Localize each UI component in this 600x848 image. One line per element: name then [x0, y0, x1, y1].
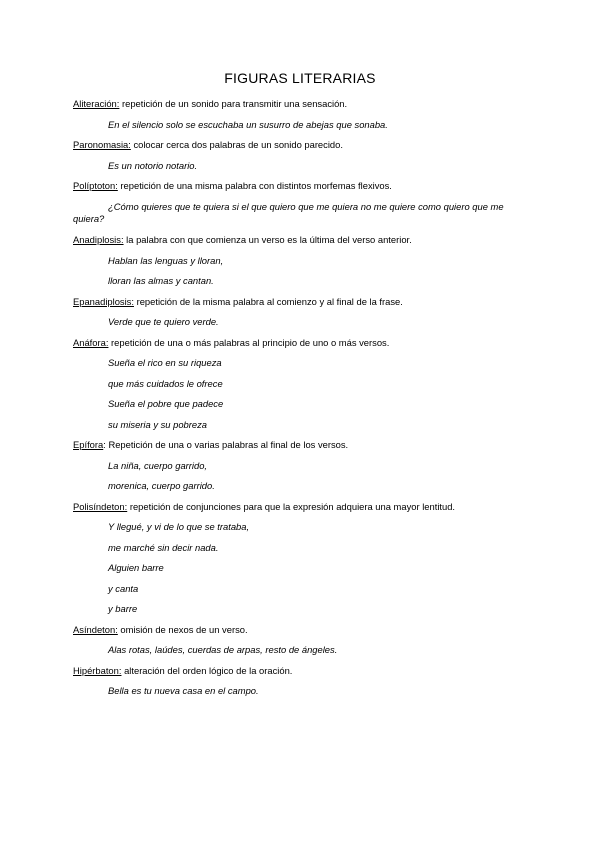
example-line: Alguien barre — [108, 562, 164, 573]
example-line: Bella es tu nueva casa en el campo. — [108, 685, 259, 696]
example-line: Sueña el pobre que padece — [108, 398, 224, 409]
definition-asindeton — [73, 624, 533, 636]
example-line: Sueña el rico en su riqueza — [108, 357, 222, 368]
term-label: Anáfora: — [73, 337, 109, 348]
example-line: y barre — [108, 603, 138, 614]
term-definition: repetición de un sonido para transmitir una sensación. — [119, 98, 348, 109]
term-definition: repetición de una misma palabra con distintos morfemas flexivos. — [117, 180, 392, 191]
definition-anadiplosis — [73, 234, 533, 246]
example-line: La niña, cuerpo garrido, — [108, 460, 208, 471]
term-definition: colocar cerca dos palabras de un sonido parecido. — [130, 139, 343, 150]
term-definition: alteración del orden lógico de la oración. — [121, 665, 293, 676]
definition-aliteracion — [73, 98, 533, 110]
example-line: Verde que te quiero verde. — [108, 316, 219, 327]
definition-anafora — [73, 337, 533, 349]
example-line: me marché sin decir nada. — [108, 542, 219, 553]
term-label: Hipérbaton: — [73, 665, 122, 676]
definition-hiperbaton — [73, 665, 533, 677]
term-definition: repetición de conjunciones para que la expresión adquiera una mayor lentitud. — [127, 501, 456, 512]
term-definition: la palabra con que comienza un verso es la última del verso anterior. — [123, 234, 412, 245]
example-line: En el silencio solo se escuchaba un susurro de abejas que sonaba. — [108, 119, 388, 130]
example-line: Alas rotas, laúdes, cuerdas de arpas, resto de ángeles. — [108, 644, 338, 655]
term-definition: omisión de nexos de un verso. — [117, 624, 248, 635]
example-line: que más cuidados le ofrece — [108, 378, 223, 389]
definition-epifora — [73, 439, 533, 451]
example-line: su miseria y su pobreza — [108, 419, 208, 430]
term-label: Paronomasia: — [73, 139, 131, 150]
definition-epanadiplosis — [73, 296, 533, 308]
example-line: ¿Cómo quieres que te quiera si el que quiero que me quiera no me quiere como quiero que me quiera? — [73, 201, 504, 224]
example-line: morenica, cuerpo garrido. — [108, 480, 215, 491]
term-label: Polisíndeton: — [73, 501, 128, 512]
term-label: Asíndeton: — [73, 624, 118, 635]
example-line: Es un notorio notario. — [108, 160, 198, 171]
definition-polisindeton — [73, 501, 533, 513]
term-label: Epanadiplosis: — [73, 296, 134, 307]
example-line: Hablan las lenguas y lloran, — [108, 255, 224, 266]
term-definition: repetición de la misma palabra al comienzo y al final de la frase. — [133, 296, 403, 307]
term-label: Epífora — [73, 439, 104, 450]
term-label: Anadiplosis: — [73, 234, 124, 245]
term-definition: repetición de una o más palabras al principio de uno o más versos. — [108, 337, 390, 348]
term-label: Políptoton: — [73, 180, 118, 191]
term-label: Aliteración: — [73, 98, 120, 109]
example-line: lloran las almas y cantan. — [108, 275, 214, 286]
example-line: y canta — [108, 583, 139, 594]
definition-paronomasia — [73, 139, 533, 151]
term-definition: : Repetición de una o varias palabras al final de los versos. — [103, 439, 349, 450]
example-line: Y llegué, y vi de lo que se trataba, — [108, 521, 250, 532]
page-title: FIGURAS LITERARIAS — [224, 70, 376, 86]
definition-poliptoton — [73, 180, 533, 192]
